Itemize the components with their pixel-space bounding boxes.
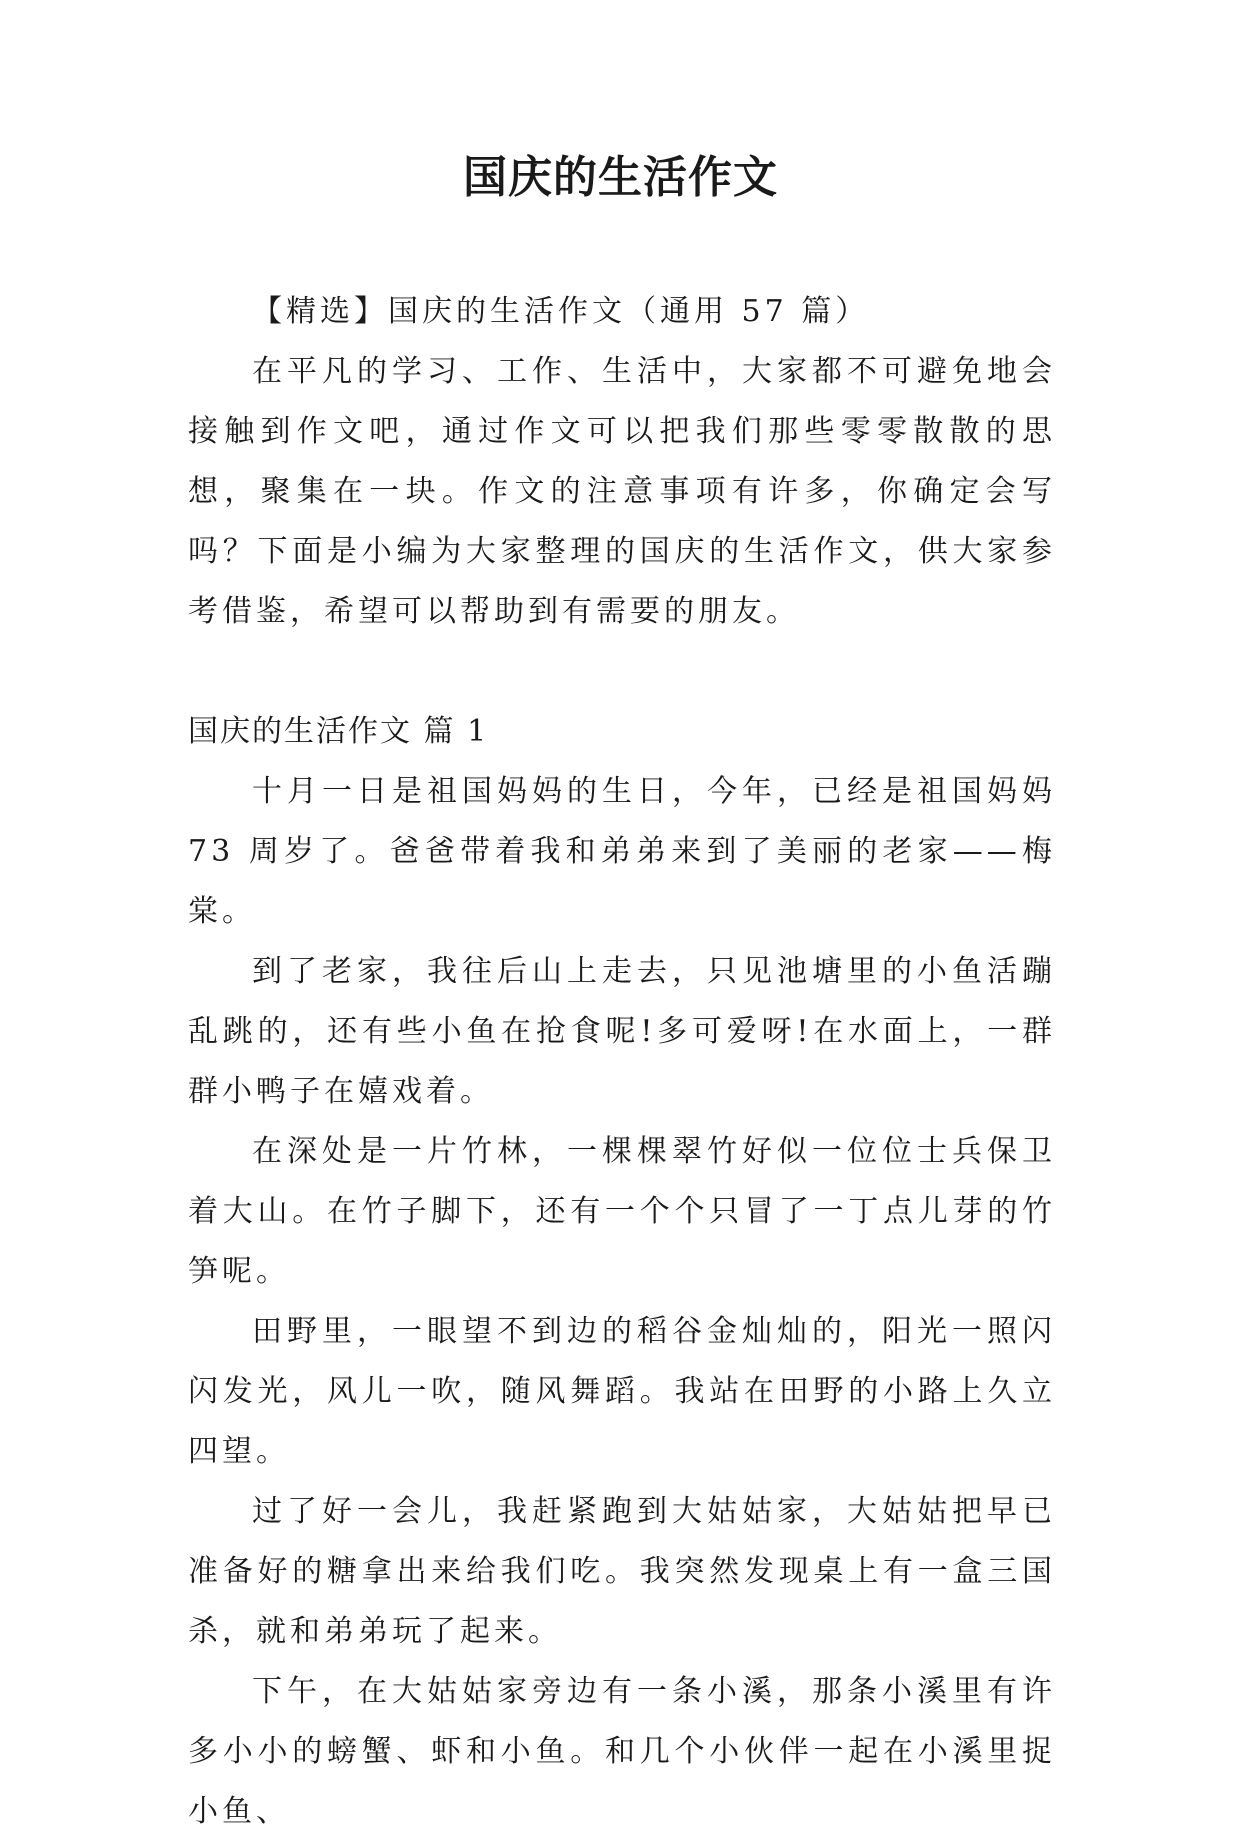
document-body bbox=[188, 282, 1056, 1842]
body-paragraph: 十月一日是祖国妈妈的生日，今年，已经是祖国妈妈 73 周岁了。爸爸带着我和弟弟来到了美丽的老家——梅棠。 bbox=[188, 774, 1056, 929]
section-heading: 国庆的生活作文 篇 1 bbox=[188, 714, 489, 749]
intro-paragraph: 在平凡的学习、工作、生活中，大家都不可避免地会接触到作文吧，通过作文可以把我们那些零零散散的思想，聚集在一块。作文的注意事项有许多，你确定会写吗？下面是小编为大家整理的国庆的生活作文，供大家参考借鉴，希望可以帮助到有需要的朋友。 bbox=[188, 354, 1056, 629]
body-paragraph: 过了好一会儿，我赶紧跑到大姑姑家，大姑姑把早已准备好的糖拿出来给我们吃。我突然发现桌上有一盒三国杀，就和弟弟玩了起来。 bbox=[188, 1494, 1056, 1649]
body-paragraph: 到了老家，我往后山上走去，只见池塘里的小鱼活蹦乱跳的，还有些小鱼在抢食呢!多可爱呀!在水面上，一群群小鸭子在嬉戏着。 bbox=[188, 954, 1056, 1109]
document-title: 国庆的生活作文 bbox=[463, 152, 778, 203]
body-paragraph: 下午，在大姑姑家旁边有一条小溪，那条小溪里有许多小小的螃蟹、虾和小鱼。和几个小伙伴一起在小溪里捉小鱼、 bbox=[188, 1674, 1056, 1829]
body-paragraph: 田野里，一眼望不到边的稻谷金灿灿的，阳光一照闪闪发光，风儿一吹，随风舞蹈。我站在田野的小路上久立四望。 bbox=[188, 1314, 1056, 1469]
body-paragraph: 在深处是一片竹林，一棵棵翠竹好似一位位士兵保卫着大山。在竹子脚下，还有一个个只冒了一丁点儿芽的竹笋呢。 bbox=[188, 1134, 1056, 1289]
document-subtitle: 【精选】国庆的生活作文（通用 57 篇） bbox=[252, 294, 870, 329]
